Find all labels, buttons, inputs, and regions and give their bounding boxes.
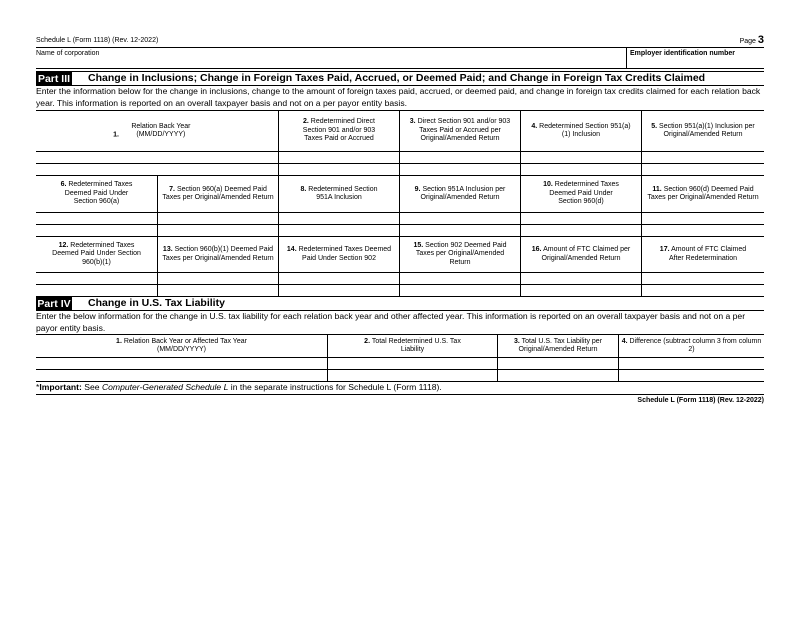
name-of-corporation-field[interactable] [36, 48, 626, 68]
form-id-footer: Schedule L (Form 1118) (Rev. 12-2022) [637, 397, 764, 404]
form-id-header: Schedule L (Form 1118) (Rev. 12-2022) [36, 37, 159, 44]
col-2-header: 2. Redetermined Direct Section 901 and/or 903 Taxes Paid or Accrued [302, 118, 376, 143]
col-17-header: 17. Amount of FTC Claimed After Redetermination [659, 246, 747, 262]
col-8-header: 8. Redetermined Section 951A Inclusion [300, 185, 378, 201]
name-label: Name of corporation [36, 50, 100, 57]
col-16-header: 16. Amount of FTC Claimed per Original/Amended Return [531, 246, 631, 262]
col-10-header: 10. Redetermined Taxes Deemed Paid Under Section 960(d) [543, 181, 619, 206]
part3-instructions: Enter the information below for the change in inclusions, change to the amount of foreign taxes paid, accrued, or deemed paid, and change in foreign tax credits claimed for each relation back year. This information is reported on an overall taxpayer basis and not on a per payor entity basis. [36, 86, 761, 108]
col-7-header: 7. Section 960(a) Deemed Paid Taxes per Original/Amended Return [162, 185, 274, 201]
p4-col-4-header: 4. Difference (subtract column 3 from column 2) [621, 337, 762, 353]
col-1-header: 1. Relation Back Year (MM/DD/YYYY) [113, 122, 191, 138]
page-number [740, 34, 764, 46]
part4-label: Part IV [37, 297, 71, 310]
col-15-header: 15. Section 902 Deemed Paid Taxes per Original/Amended Return [413, 241, 507, 266]
col-5-header: 5. Section 951(a)(1) Inclusion per Original/Amended Return [651, 122, 755, 138]
col-3-header: 3. Direct Section 901 and/or 903 Taxes Paid or Accrued per Original/Amended Return [409, 118, 511, 143]
p4-col-1-header: 1. Relation Back Year or Affected Tax Year (MM/DD/YYYY) [116, 337, 247, 353]
page-number-value: 3 [757, 34, 764, 46]
p4-col-2-header: 2. Total Redetermined U.S. Tax Liability [364, 337, 461, 353]
col-9-header: 9. Section 951A Inclusion per Original/Amended Return [414, 185, 506, 201]
col-4-header: 4. Redetermined Section 951(a)(1) Inclusion [531, 122, 631, 138]
row1-input-cell[interactable] [36, 152, 278, 163]
col-14-header: 14. Redetermined Taxes Deemed Paid Under Section 902 [286, 246, 392, 262]
part4-instructions: Enter the below information for the change in U.S. tax liability for each relation back year and other affected year. This information is reported on an overall taxpayer basis and not on a per payor entity basis. [36, 311, 746, 333]
part3-label: Part III [37, 72, 71, 85]
part3-header [36, 72, 764, 85]
col-6-header: 6. Redetermined Taxes Deemed Paid Under Section 960(a) [60, 181, 133, 206]
col-11-header: 11. Section 960(d) Deemed Paid Taxes per Original/Amended Return [647, 185, 759, 201]
ein-label: Employer identification number [630, 50, 736, 57]
col-12-header: 12. Redetermined Taxes Deemed Paid Under Section 960(b)(1) [52, 241, 141, 266]
part3-title: Change in Inclusions; Change in Foreign Taxes Paid, Accrued, or Deemed Paid; and Change in Foreign Tax Credits Claimed [88, 72, 706, 84]
col-13-header: 13. Section 960(b)(1) Deemed Paid Taxes per Original/Amended Return [162, 246, 274, 262]
p4-col-3-header: 3. Total U.S. Tax Liability per Original/Amended Return [513, 337, 603, 353]
row1-input-cell[interactable] [36, 164, 278, 175]
part4-title: Change in U.S. Tax Liability [88, 297, 225, 309]
part4-header [36, 297, 764, 310]
page-label: Page [739, 38, 756, 45]
ein-field[interactable] [627, 48, 764, 68]
important-footnote: *Important: See Computer-Generated Schedule L in the separate instructions for Schedule L (Form 1118). [36, 382, 442, 392]
